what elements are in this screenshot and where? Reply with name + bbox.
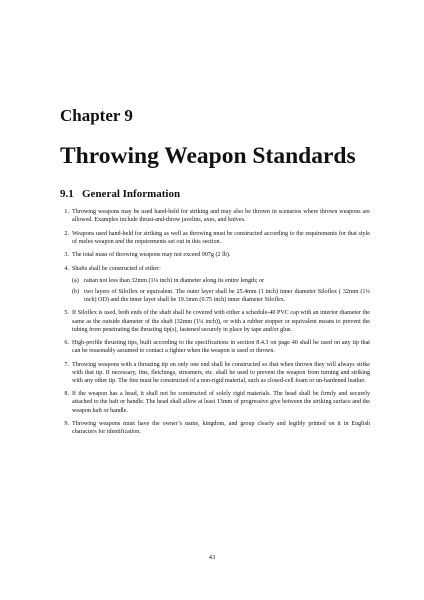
sub-list — [72, 277, 370, 304]
item-text: Shafts shall be constructed of either: — [72, 265, 161, 272]
page-number: 43 — [208, 554, 216, 561]
item-text — [72, 231, 370, 245]
list-item — [60, 390, 370, 414]
chapter-label: Chapter 9 — [60, 106, 133, 125]
section-heading — [60, 188, 180, 200]
item-text-part: Weapons used hand-held for striking as well as throwing must be constructed according to the requirements for that style of melee weapon — [72, 230, 370, 245]
item-number: 1. — [64, 209, 69, 215]
list-item — [60, 420, 370, 436]
list-item — [60, 230, 370, 246]
item-number: 2. — [64, 230, 69, 237]
item-number: 3. — [64, 252, 69, 259]
list-item — [60, 339, 370, 355]
chapter-title: Throwing Weapon Standards — [60, 143, 356, 169]
sub-item-number: (a) — [72, 277, 79, 284]
item-text: The total mass of throwing weapons may not exceed 907g (2 lb). — [72, 252, 231, 259]
item-number: 8. — [64, 391, 69, 398]
list-item — [60, 251, 370, 259]
item-text-emphasis: and — [115, 238, 125, 245]
list-item — [60, 309, 370, 333]
item-text: High-profile thrusting tips, built according to the specifications in section 8.4.3 on page 40 shall be used on any tip that can be reasonably assumed to contact a fighter when the weapon is used or thrown. — [72, 340, 370, 355]
rules-list — [60, 208, 370, 442]
item-number: 9. — [64, 421, 69, 427]
list-item — [60, 265, 370, 304]
list-item — [60, 361, 370, 385]
sub-item-text: two layers of Siloflex or equivalent. The outer layer shall be 25.4mm (1 inch) inner diameter Siloflex ( 32mm (1¼ inch) OD) and the inner layer shall be 19.1mm (0.75 inch) inner diameter Siloflex. — [84, 288, 370, 303]
item-text: If Siloflex is used, both ends of the shaft shall be covered with either a schedule-40 PVC cap with an interior diameter the same as the outside diameter of the shaft (32mm (1¼ inch)), or with a rubber stopper or equivalent means to prevent the tubing from penetrating the thrusting tip(s), fastened securely in place by tape and/or glue. — [72, 310, 370, 333]
list-item — [60, 208, 370, 224]
item-text: Throwing weapons with a thrusting tip on only one end shall be constructed so that when thrown they will always strike with that tip. If necessary, fins, fletchings, streamers, etc. shall be used to prevent the weapon from turning and striking with any other tip. The fins must be constructed of a non-rigid material, such as closed-cell foam or un-hardened leather. — [72, 361, 370, 384]
section-title: General Information — [82, 188, 181, 200]
item-number: 7. — [64, 361, 69, 368]
item-text-part: the requirements set out in this section. — [124, 238, 222, 245]
item-text: If the weapon has a head, it shall not be constructed of solely rigid materials. The head shall be firmly and securely attached to the haft or handle. The head shall allow at least 13mm of progressive give between the striking surface and the weapon haft or handle. — [72, 391, 370, 414]
section-number: 9.1 — [60, 188, 74, 200]
item-number: 5. — [64, 310, 69, 317]
item-number: 4. — [64, 265, 69, 272]
item-text: Throwing weapons must have the owner’s name, kingdom, and group clearly and legibly printed on it in English characters for identification. — [72, 421, 370, 436]
sub-list-item — [72, 288, 370, 304]
item-number: 6. — [64, 340, 69, 347]
sub-list-item — [72, 277, 370, 285]
item-text: Throwing weapons may be used hand-held for striking and may also be thrown in scenarios where thrown weapons are allowed. Examples include thrust-and-throw javelins, axes, and knives. — [72, 209, 370, 224]
sub-item-number: (b) — [72, 288, 80, 295]
sub-item-text: rattan not less than 32mm (1¼ inch) in diameter along its entire length; or — [84, 277, 265, 284]
